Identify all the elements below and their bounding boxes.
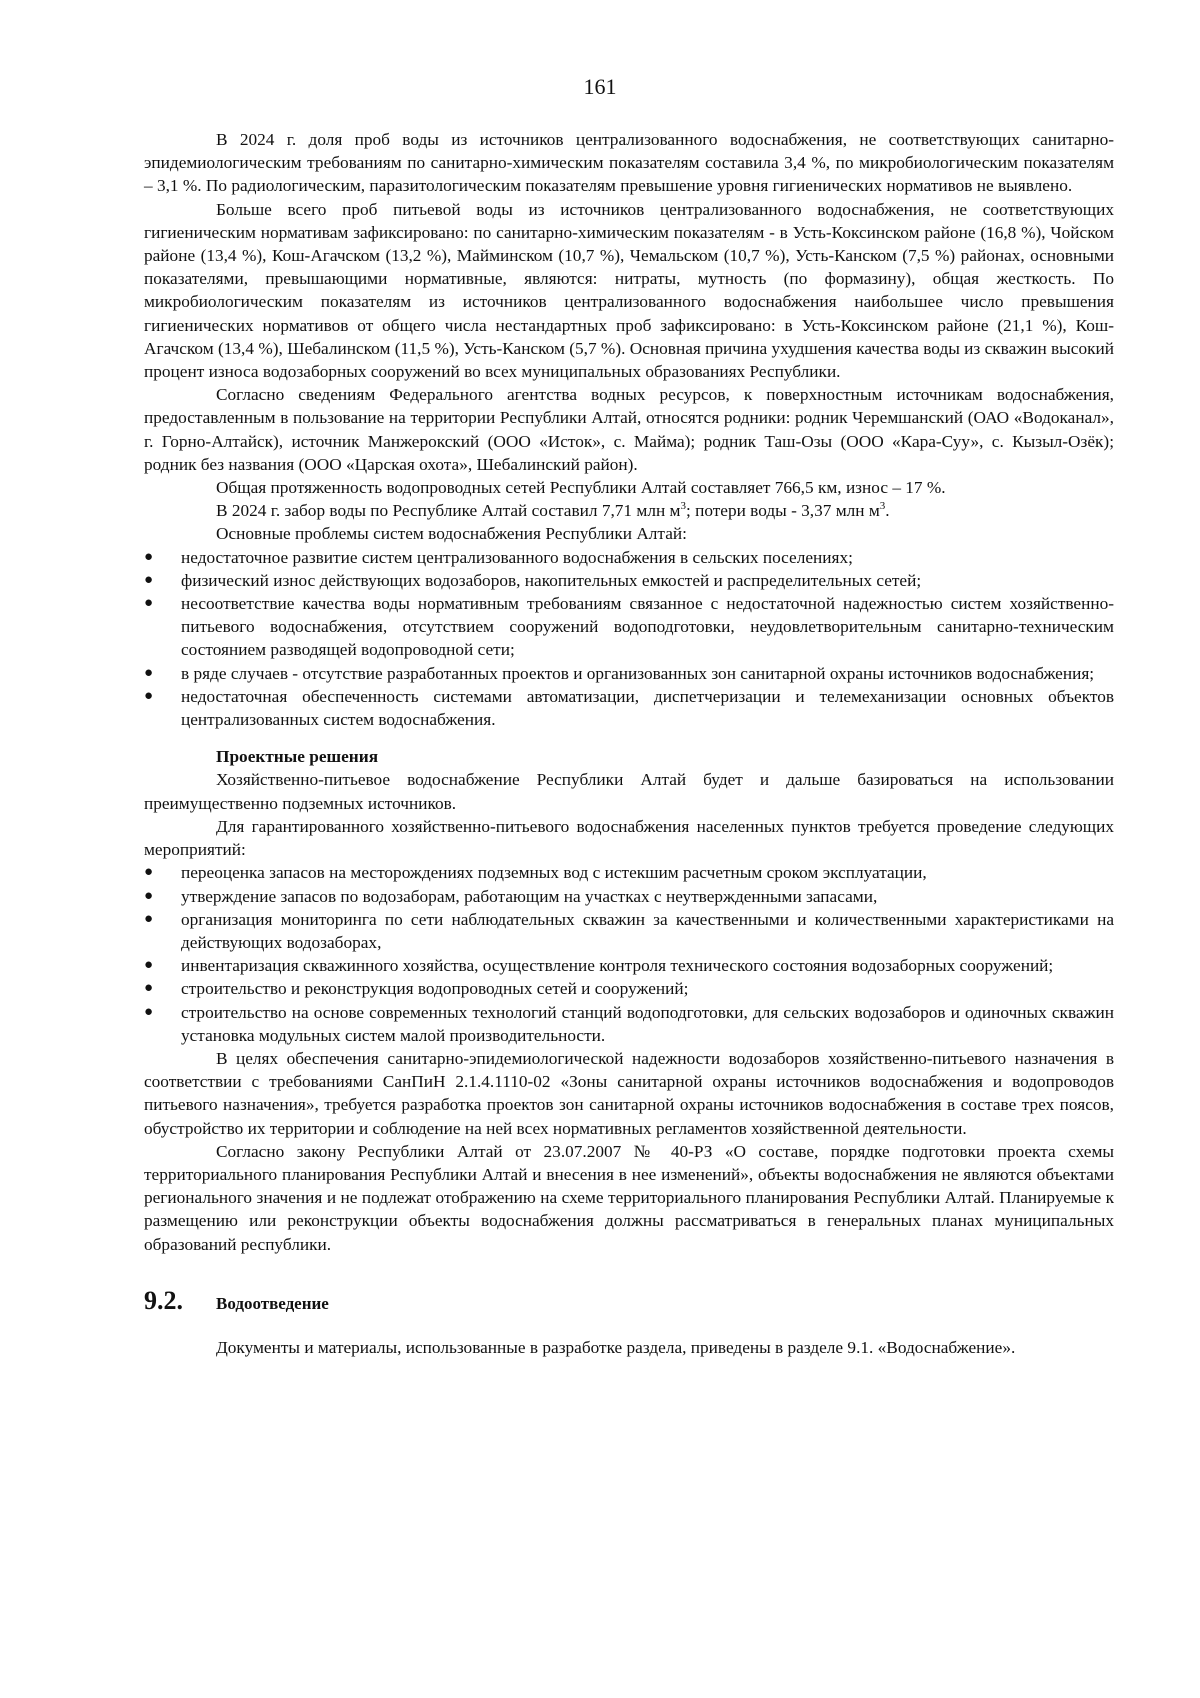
paragraph-water-intake [144, 499, 1114, 522]
bullet-icon: ● [144, 864, 154, 881]
list-item [144, 546, 1114, 569]
list-item-text: инвентаризация скважинного хозяйства, осуществление контроля технического состояния водозаборных сооружений; [181, 956, 1054, 976]
water-loss-text: ; потери воды - 3,37 млн м [685, 501, 880, 521]
bullet-icon: ● [144, 571, 154, 588]
section-number: 9.2. [144, 1285, 183, 1315]
bullet-icon: ● [144, 887, 154, 904]
cubic-superscript: 3 [879, 500, 886, 513]
list-item-text: физический износ действующих водозаборов, накопительных емкостей и распределительных сетей; [181, 570, 922, 590]
list-item-text: несоответствие качества воды нормативным требованиям связанное с недостаточной надежностью систем хозяйственно-питьевого водоснабжения, отсутствием сооружений водоподготовки, неудовлетворительным санитарно-техническим состоянием разводящей водопроводной сети; [181, 594, 1114, 660]
list-item [144, 685, 1114, 731]
water-intake-text: В 2024 г. забор воды по Республике Алтай составил 7,71 млн м [216, 501, 681, 521]
list-item [144, 908, 1114, 954]
bullet-icon: ● [144, 957, 154, 974]
section-heading [144, 1286, 1114, 1316]
paragraph-groundwater: Хозяйственно-питьевое водоснабжение Республики Алтай будет и дальше базироваться на использовании преимущественно подземных источников. [144, 770, 1114, 813]
period-text: . [885, 501, 890, 521]
list-item [144, 861, 1114, 884]
bullet-icon: ● [144, 548, 154, 565]
paragraph-network-length: Общая протяженность водопроводных сетей Республики Алтай составляет 766,5 км, износ – 17 %. [216, 478, 946, 498]
paragraph-sanitary-zones: В целях обеспечения санитарно-эпидемиологической надежности водозаборов хозяйственно-питьевого назначения в соответствии с требованиями СанПиН 2.1.4.1110-02 «Зоны санитарной охраны источников водоснабжения и водопроводов питьевого назначения», требуется разработка проектов зон санитарной охраны источников водоснабжения в составе трех поясов, обустройство их территории и соблюдение на ней всех нормативных регламентов хозяйственной деятельности. [144, 1048, 1114, 1138]
list-item-text: в ряде случаев - отсутствие разработанных проектов и организованных зон санитарной охраны источников водоснабжения; [181, 663, 1095, 683]
paragraph-measures-intro: Для гарантированного хозяйственно-питьевого водоснабжения населенных пунктов требуется проведение следующих мероприятий: [144, 816, 1114, 860]
paragraph-problems-intro: Основные проблемы систем водоснабжения Республики Алтай: [216, 524, 687, 544]
list-item [144, 1001, 1114, 1047]
project-solutions-heading: Проектные решения [216, 747, 379, 767]
paragraph-law-reference: Согласно закону Республики Алтай от 23.07.2007 № 40-РЗ «О составе, порядке подготовки проекта схемы территориального планирования Республики Алтай и внесения в нее изменений», объекты водоснабжения не являются объектами регионального значения и не подлежат отображению на схеме территориального планирования Республики Алтай. Планируемые к размещению или реконструкции объекты водоснабжения должны рассматриваться в генеральных планах муниципальных образований республики. [144, 1141, 1114, 1254]
list-item [144, 954, 1114, 977]
list-item-text: строительство на основе современных технологий станций водоподготовки, для сельских водозаборов и одиночных скважин установка модульных систем малой производительности. [181, 1002, 1114, 1045]
list-item-text: переоценка запасов на месторождениях подземных вод с истекшим расчетным сроком эксплуатации, [181, 863, 927, 883]
list-item-text: организация мониторинга по сети наблюдательных скважин за качественными и количественными характеристиками на действующих водозаборах, [181, 909, 1114, 952]
list-item [144, 592, 1114, 662]
paragraph-surface-sources: Согласно сведениям Федерального агентства водных ресурсов, к поверхностным источникам водоснабжения, предоставленным в пользование на территории Республики Алтай, относятся родники: родник Черемшанский (ОАО «Водоканал», г. Горно-Алтайск), источник Манжерокский (ООО «Исток», с. Майма); родник Таш-Озы (ООО «Кара-Суу», с. Кызыл-Озёк); родник без названия (ООО «Царская охота», Шебалинский район). [144, 385, 1114, 474]
bullet-icon: ● [144, 687, 154, 704]
bullet-icon: ● [144, 910, 154, 927]
bullet-icon: ● [144, 980, 154, 997]
bullet-icon: ● [144, 1003, 154, 1020]
list-item-text: строительство и реконструкция водопроводных сетей и сооружений; [181, 979, 689, 999]
list-item [144, 977, 1114, 1000]
page-number: 161 [583, 74, 617, 99]
problems-list [144, 546, 1114, 732]
bullet-icon: ● [144, 664, 154, 681]
paragraph-district-violations: Больше всего проб питьевой воды из источников централизованного водоснабжения, не соответствующих гигиеническим нормативам зафиксировано: по санитарно-химическим показателям - в Усть-Коксинском районе (16,8 %), Чойском районе (13,4 %), Кош-Агачском (13,2 %), Майминском (10,7 %), Чемальском (10,7 %), Усть-Канском (7,5 %) районах, основными показателями, превышающими нормативные, являются: нитраты, мутность (по формазину), общая жесткость. По микробиологическим показателям из источников централизованного водоснабжения наибольшее число превышения гигиенических нормативов от общего числа нестандартных проб зафиксировано: в Усть-Коксинском районе (21,1 %), Кош-Агачском (13,4 %), Шебалинском (11,5 %), Усть-Канском (5,7 %). Основная причина ухудшения качества воды из скважин высокий процент износа водозаборных сооружений во всех муниципальных образованиях Республики. [144, 199, 1114, 382]
section-title: Водоотведение [216, 1293, 329, 1313]
list-item [144, 885, 1114, 908]
list-item-text: утверждение запасов по водозаборам, работающим на участках с неутвержденными запасами, [181, 886, 878, 906]
list-item [144, 569, 1114, 592]
page-content [144, 128, 1114, 1359]
paragraph-sample-share: В 2024 г. доля проб воды из источников централизованного водоснабжения, не соответствующих санитарно-эпидемиологическим требованиям по санитарно-химическим показателям составила 3,4 %, по микробиологическим показателям – 3,1 %. По радиологическим, паразитологическим показателям превышение уровня гигиенических нормативов не выявлено. [144, 130, 1114, 196]
bullet-icon: ● [144, 595, 154, 612]
paragraph-section-reference: Документы и материалы, использованные в разработке раздела, приведены в разделе 9.1. «Водоснабжение». [216, 1337, 1016, 1357]
cubic-superscript: 3 [680, 500, 686, 513]
list-item-text: недостаточное развитие систем централизованного водоснабжения в сельских поселениях; [181, 547, 853, 567]
list-item [144, 662, 1114, 685]
list-item-text: недостаточная обеспеченность системами автоматизации, диспетчеризации и телемеханизации основных объектов централизованных систем водоснабжения. [181, 686, 1114, 730]
measures-list [144, 861, 1114, 1047]
